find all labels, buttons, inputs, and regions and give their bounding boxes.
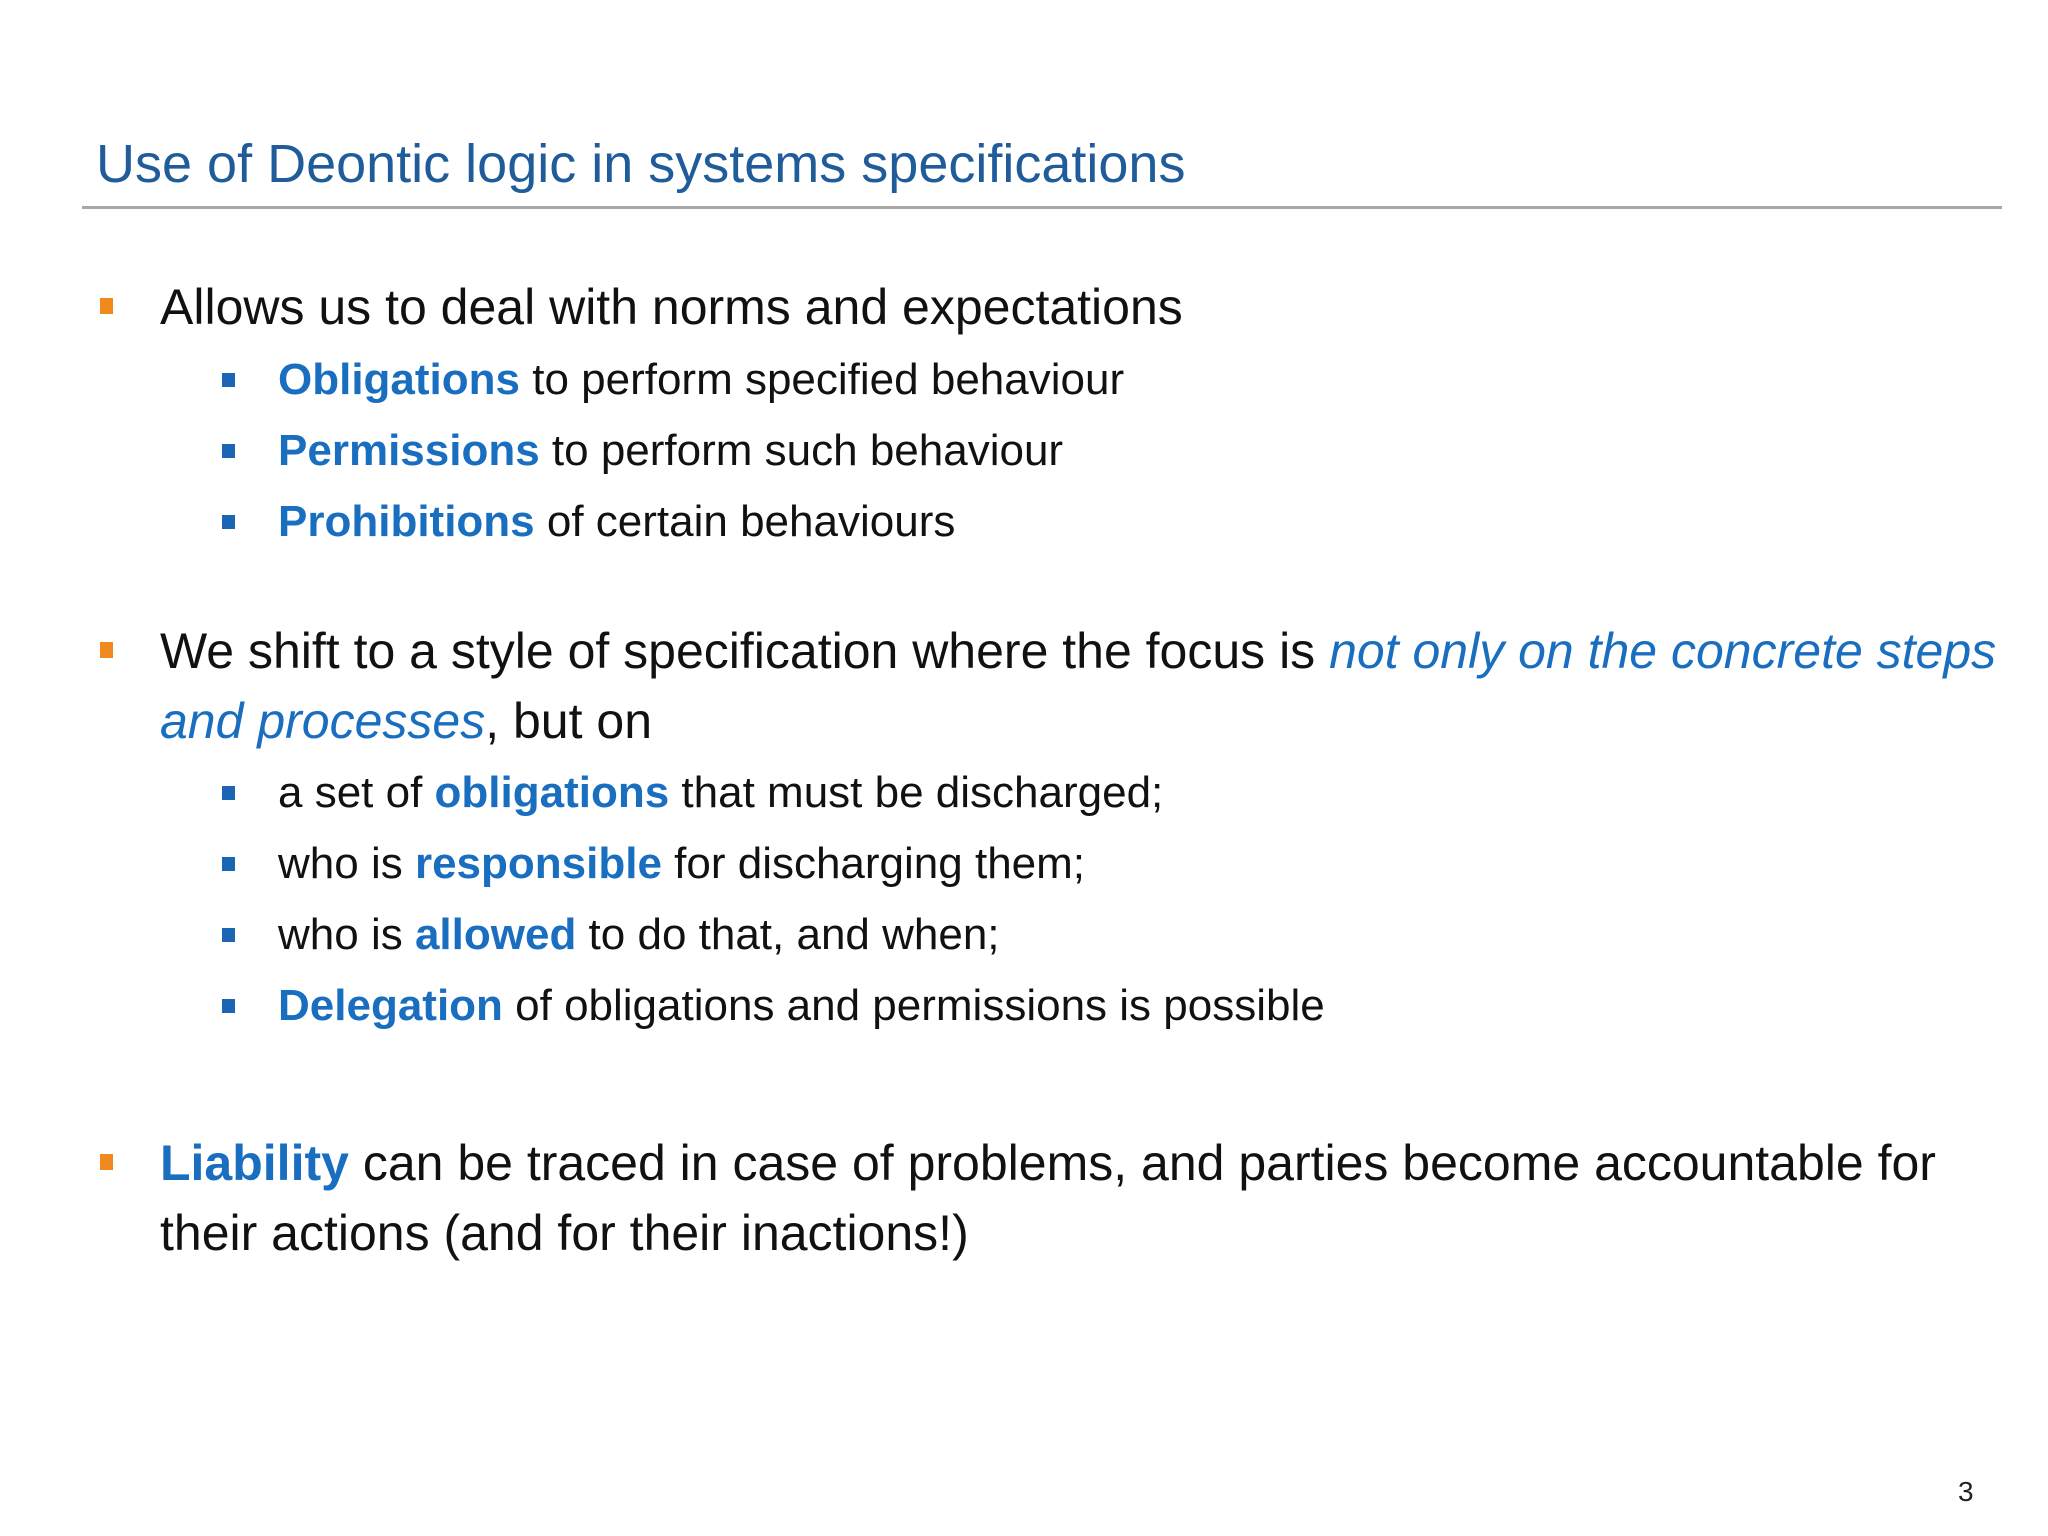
highlight-term: allowed: [414, 910, 577, 959]
sub-bullet-allowed: [278, 905, 1978, 965]
page-number: 3: [1958, 1476, 1974, 1507]
bullet-text-pre: We shift to a style of specification where the focus is: [160, 623, 1330, 679]
highlight-term: Delegation: [278, 981, 503, 1030]
title-divider: [82, 206, 2002, 209]
sub-bullet-text: of obligations and permissions is possible: [502, 981, 1325, 1030]
italic-emphasis: not only on the concrete steps and processes: [160, 623, 1997, 749]
highlight-term: Obligations: [278, 355, 520, 404]
bullet-text-post: , but on: [485, 693, 652, 749]
sub-bullet-pre: a set of: [278, 768, 435, 817]
sub-bullet-text: of certain behaviours: [534, 497, 956, 546]
orange-square-bullet-icon: [100, 1154, 113, 1170]
sub-bullet-text: to do that, and when;: [576, 910, 1000, 959]
sub-bullet-permissions: [278, 421, 1978, 481]
bullet-specification-style: [160, 616, 2000, 756]
bullet-text: Allows us to deal with norms and expectations: [160, 279, 1183, 335]
sub-bullet-text: to perform such behaviour: [539, 426, 1064, 475]
highlight-term: responsible: [414, 839, 662, 888]
blue-square-bullet-icon: [222, 786, 235, 800]
blue-square-bullet-icon: [222, 444, 235, 458]
sub-bullet-set-of-obligations: [278, 763, 1978, 823]
sub-bullet-responsible: [278, 834, 1978, 894]
highlight-term: obligations: [434, 768, 670, 817]
orange-square-bullet-icon: [100, 298, 113, 314]
slide-title: Use of Deontic logic in systems specifications: [96, 134, 1186, 194]
blue-square-bullet-icon: [222, 373, 235, 387]
sub-bullet-prohibitions: [278, 492, 1978, 552]
highlight-term: Permissions: [278, 426, 540, 475]
sub-bullet-pre: who is: [278, 839, 415, 888]
sub-bullet-text: to perform specified behaviour: [520, 355, 1125, 404]
sub-bullet-obligations: [278, 350, 1978, 410]
sub-bullet-text: that must be discharged;: [669, 768, 1164, 817]
bullet-text: can be traced in case of problems, and parties become accountable for their actions (and for their inactions!): [160, 1135, 1936, 1261]
blue-square-bullet-icon: [222, 857, 235, 871]
sub-bullet-text: for discharging them;: [661, 839, 1086, 888]
bullet-norms: [160, 272, 2000, 342]
blue-square-bullet-icon: [222, 999, 235, 1013]
highlight-term: Prohibitions: [278, 497, 535, 546]
orange-square-bullet-icon: [100, 642, 113, 658]
sub-bullet-delegation: [278, 976, 1978, 1036]
bullet-liability: [160, 1128, 2000, 1268]
highlight-term: Liability: [160, 1135, 349, 1191]
blue-square-bullet-icon: [222, 928, 235, 942]
blue-square-bullet-icon: [222, 515, 235, 529]
sub-bullet-pre: who is: [278, 910, 415, 959]
